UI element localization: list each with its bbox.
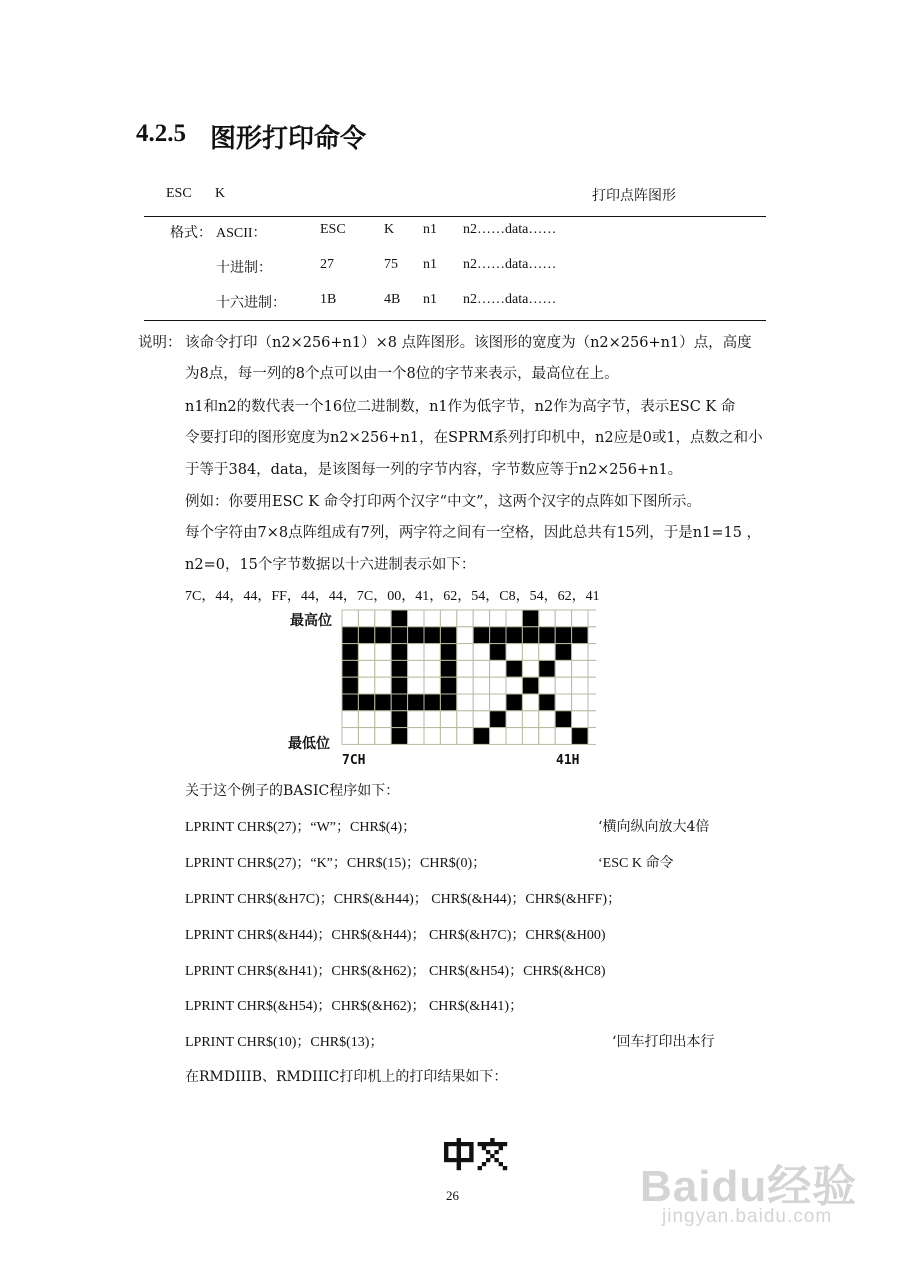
format-cell: ESC (320, 222, 346, 237)
dot-on (539, 694, 555, 711)
format-cell: n2……data…… (463, 222, 557, 237)
print-pixel (452, 1142, 456, 1146)
dot-on (440, 677, 456, 694)
dot-off (358, 610, 374, 627)
print-pixel (469, 1154, 473, 1158)
explain-line: 于等于384，data，是该图每一列的字节内容，字节数应等于n2×256+n1。 (185, 462, 683, 478)
dot-off (572, 711, 588, 728)
dot-on (391, 728, 407, 745)
dot-on (391, 627, 407, 644)
dot-off (440, 728, 456, 745)
dot-on (572, 728, 588, 745)
dot-off (440, 610, 456, 627)
dot-on (522, 677, 538, 694)
dot-on (391, 660, 407, 677)
dot-on (391, 711, 407, 728)
dot-off (490, 677, 506, 694)
print-result-figure (444, 1138, 510, 1172)
dot-on (522, 610, 538, 627)
code-line: LPRINT CHR$(10)；CHR$(13)； (185, 1035, 384, 1050)
print-pixel (469, 1150, 473, 1154)
last-column-label: 41H (556, 753, 580, 768)
dot-off (375, 711, 391, 728)
result-intro: 在RMDIIIB、RMDIIIC打印机上的打印结果如下： (185, 1069, 508, 1085)
dot-off (457, 660, 473, 677)
dot-off (440, 711, 456, 728)
format-cell: 75 (384, 257, 398, 272)
dot-off (588, 694, 596, 711)
print-pixel (457, 1138, 461, 1142)
hex-bytes-line: 7C，44，44，FF，44，44，7C，00，41，62，54，C8，54，62，41 (185, 589, 600, 604)
print-pixel (486, 1142, 490, 1146)
dot-off (457, 627, 473, 644)
explain-line: 令要打印的图形宽度为n2×256+n1，在SPRM系列打印机中，n2应是0或1，点数之和小 (185, 430, 763, 446)
print-pixel (461, 1158, 465, 1162)
dot-off (457, 711, 473, 728)
dot-on (490, 711, 506, 728)
dot-on (342, 660, 358, 677)
format-cell: 27 (320, 257, 334, 272)
dot-off (342, 711, 358, 728)
dot-on (506, 694, 522, 711)
print-pixel (444, 1142, 448, 1146)
print-pixel (469, 1142, 473, 1146)
explain-line: 例如：你要用ESC K 命令打印两个汉字“中文”，这两个汉字的点阵如下图所示。 (185, 494, 701, 510)
print-pixel (503, 1166, 507, 1170)
dot-off (424, 677, 440, 694)
dot-on (391, 610, 407, 627)
explain-label: 说明： (138, 335, 182, 351)
dot-on (424, 694, 440, 711)
print-pixel (465, 1158, 469, 1162)
dot-on (358, 694, 374, 711)
print-pixel (457, 1158, 461, 1162)
print-pixel (499, 1142, 503, 1146)
dot-off (555, 677, 571, 694)
dot-off (588, 660, 596, 677)
code-line: LPRINT CHR$(&H41)；CHR$(&H62)； CHR$(&H54)；CHR$(&HC8) (185, 964, 606, 979)
dot-on (555, 627, 571, 644)
print-pixel (469, 1146, 473, 1150)
code-comment: ‘横向纵向放大4倍 (598, 819, 710, 835)
print-pixel (482, 1146, 486, 1150)
dot-off (555, 694, 571, 711)
print-pixel (490, 1142, 494, 1146)
dot-off (506, 644, 522, 661)
format-row-label: 十进制： (216, 260, 272, 276)
format-label: 格式： (170, 225, 212, 241)
print-pixel (499, 1146, 503, 1150)
format-cell: n1 (423, 292, 437, 307)
dot-off (572, 610, 588, 627)
explain-line: 为8点，每一列的8个点可以由一个8位的字节来表示，最高位在上。 (185, 366, 619, 382)
format-cell: n1 (423, 222, 437, 237)
print-pixel (494, 1142, 498, 1146)
dot-off (457, 728, 473, 745)
dot-off (539, 728, 555, 745)
dot-off (408, 660, 424, 677)
bottom-bit-label: 最低位 (288, 736, 330, 752)
print-pixel (482, 1142, 486, 1146)
dot-off (358, 644, 374, 661)
dot-on (391, 644, 407, 661)
dot-off (408, 677, 424, 694)
dot-off (555, 728, 571, 745)
dot-on (342, 644, 358, 661)
dot-on (572, 627, 588, 644)
dot-off (358, 728, 374, 745)
dot-off (424, 711, 440, 728)
dot-off (572, 677, 588, 694)
dot-off (408, 610, 424, 627)
dot-on (490, 627, 506, 644)
format-cell: n2……data…… (463, 257, 557, 272)
dot-on (522, 627, 538, 644)
dot-off (424, 644, 440, 661)
explain-line: 该命令打印（n2×256+n1）×8 点阵图形。该图形的宽度为（n2×256+n1）点，高度 (185, 335, 752, 351)
dot-off (358, 677, 374, 694)
explain-line: n1和n2的数代表一个16位二进制数，n1作为低字节，n2作为高字节，表示ESC K 命 (185, 399, 736, 415)
dot-off (522, 660, 538, 677)
print-pixel (469, 1158, 473, 1162)
print-pixel (503, 1142, 507, 1146)
format-cell: n2……data…… (463, 292, 557, 307)
print-pixel (490, 1138, 494, 1142)
dot-off (506, 677, 522, 694)
print-pixel (452, 1158, 456, 1162)
page-number: 26 (446, 1188, 459, 1203)
dot-on (440, 694, 456, 711)
dot-off (555, 610, 571, 627)
dot-off (473, 660, 489, 677)
dot-off (375, 677, 391, 694)
first-column-label: 7CH (342, 753, 366, 768)
print-pixel (494, 1158, 498, 1162)
command-name-k: K (215, 186, 226, 201)
dot-off (588, 711, 596, 728)
dot-off (490, 728, 506, 745)
print-pixel (444, 1154, 448, 1158)
dot-off (358, 660, 374, 677)
dot-off (375, 610, 391, 627)
dot-off (375, 728, 391, 745)
code-comment: ‘ESC K 命令 (598, 856, 674, 871)
print-pixel (478, 1142, 482, 1146)
dot-off (473, 711, 489, 728)
format-cell: 1B (320, 292, 337, 307)
dot-off (473, 644, 489, 661)
format-row-label: 十六进制： (216, 295, 286, 311)
dot-on (440, 627, 456, 644)
dot-off (473, 677, 489, 694)
dot-off (506, 711, 522, 728)
program-intro: 关于这个例子的BASIC程序如下： (185, 783, 400, 799)
dot-on (555, 711, 571, 728)
top-bit-label: 最高位 (290, 613, 332, 629)
print-pixel (465, 1142, 469, 1146)
print-pixel (457, 1142, 461, 1146)
print-pixel (494, 1150, 498, 1154)
print-pixel (499, 1162, 503, 1166)
print-pixel (457, 1166, 461, 1170)
dot-off (457, 677, 473, 694)
dot-on (506, 627, 522, 644)
dot-off (555, 660, 571, 677)
dot-on (473, 728, 489, 745)
dot-off (522, 711, 538, 728)
dot-off (588, 644, 596, 661)
dot-off (539, 644, 555, 661)
top-rule (144, 216, 766, 217)
dot-off (506, 610, 522, 627)
format-cell: n1 (423, 257, 437, 272)
dot-off (473, 610, 489, 627)
dot-off (506, 728, 522, 745)
watermark-url: jingyan.baidu.com (662, 1206, 833, 1227)
dot-on (440, 660, 456, 677)
code-line: LPRINT CHR$(27)；“K”；CHR$(15)；CHR$(0)； (185, 856, 487, 871)
print-result-pixels (444, 1138, 507, 1170)
dot-on (342, 677, 358, 694)
dot-on (342, 627, 358, 644)
print-pixel (490, 1154, 494, 1158)
dot-off (408, 644, 424, 661)
code-line: LPRINT CHR$(&H44)；CHR$(&H44)； CHR$(&H7C)；CHR$(&H00) (185, 928, 606, 943)
print-pixel (482, 1162, 486, 1166)
dot-off (375, 644, 391, 661)
format-row-label: ASCII： (216, 226, 267, 241)
code-comment: ‘回车打印出本行 (612, 1034, 715, 1050)
dot-off (375, 660, 391, 677)
print-pixel (486, 1158, 490, 1162)
dot-off (572, 644, 588, 661)
print-pixel (457, 1154, 461, 1158)
dot-matrix-cells (342, 610, 596, 744)
dot-off (522, 644, 538, 661)
dot-on (408, 627, 424, 644)
dot-on (391, 694, 407, 711)
dot-on (358, 627, 374, 644)
print-pixel (461, 1142, 465, 1146)
dot-off (572, 660, 588, 677)
dot-off (539, 711, 555, 728)
code-line: LPRINT CHR$(&H7C)；CHR$(&H44)； CHR$(&H44)；CHR$(&HFF)； (185, 892, 622, 907)
command-name-esc: ESC (166, 186, 192, 201)
dot-on (555, 644, 571, 661)
dot-on (473, 627, 489, 644)
dot-off (490, 610, 506, 627)
dot-off (358, 711, 374, 728)
dot-on (408, 694, 424, 711)
section-title: 图形打印命令 (210, 124, 367, 154)
dot-on (375, 694, 391, 711)
print-pixel (444, 1150, 448, 1154)
explain-line: n2=0，15个字节数据以十六进制表示如下： (185, 557, 476, 573)
section-number: 4.2.5 (136, 120, 186, 147)
print-pixel (457, 1162, 461, 1166)
print-pixel (478, 1166, 482, 1170)
print-pixel (486, 1150, 490, 1154)
dot-off (572, 694, 588, 711)
dot-off (490, 660, 506, 677)
command-description: 打印点阵图形 (592, 188, 676, 204)
dot-on (342, 694, 358, 711)
code-line: LPRINT CHR$(27)；“W”；CHR$(4)； (185, 820, 417, 835)
dot-off (424, 610, 440, 627)
dot-off (522, 694, 538, 711)
print-pixel (444, 1146, 448, 1150)
dot-matrix-figure (286, 608, 596, 768)
dot-off (588, 677, 596, 694)
print-pixel (444, 1158, 448, 1162)
bottom-rule (144, 320, 766, 321)
dot-on (506, 660, 522, 677)
dot-off (408, 711, 424, 728)
dot-on (490, 644, 506, 661)
dot-off (539, 610, 555, 627)
dot-on (539, 660, 555, 677)
code-line: LPRINT CHR$(&H54)；CHR$(&H62)； CHR$(&H41)； (185, 999, 524, 1014)
dot-on (424, 627, 440, 644)
explain-line: 每个字符由7×8点阵组成有7列，两字符之间有一空格，因此总共有15列，于是n1=15 ， (185, 525, 762, 541)
dot-on (391, 677, 407, 694)
dot-off (588, 627, 596, 644)
print-pixel (457, 1146, 461, 1150)
dot-off (342, 728, 358, 745)
watermark-brand: Baidu经验 (640, 1162, 858, 1211)
dot-off (588, 610, 596, 627)
dot-off (588, 728, 596, 745)
dot-off (522, 728, 538, 745)
format-cell: K (384, 222, 395, 237)
dot-off (424, 728, 440, 745)
dot-off (457, 644, 473, 661)
dot-off (539, 677, 555, 694)
print-pixel (448, 1158, 452, 1162)
dot-on (375, 627, 391, 644)
dot-off (457, 694, 473, 711)
print-pixel (457, 1150, 461, 1154)
dot-on (539, 627, 555, 644)
dot-off (408, 728, 424, 745)
dot-off (457, 610, 473, 627)
format-cell: 4B (384, 292, 401, 307)
print-pixel (448, 1142, 452, 1146)
dot-off (473, 694, 489, 711)
dot-off (424, 660, 440, 677)
dot-off (490, 694, 506, 711)
dot-off (342, 610, 358, 627)
dot-on (440, 644, 456, 661)
